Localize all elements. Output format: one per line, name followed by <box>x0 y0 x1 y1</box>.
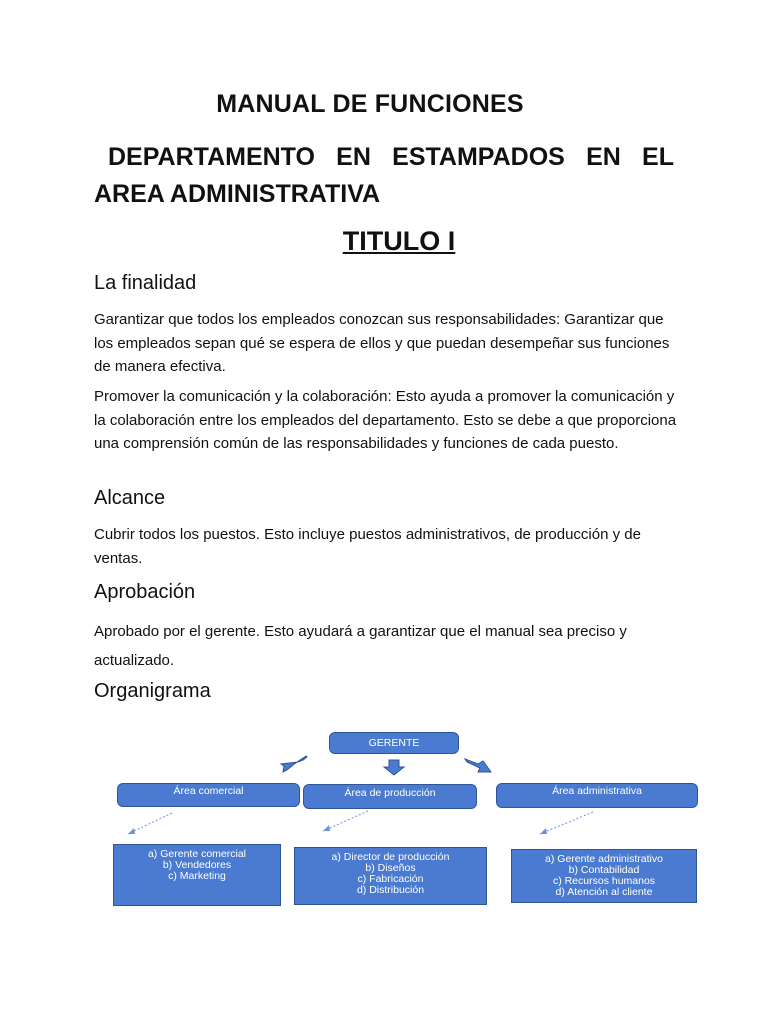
finalidad-heading: La finalidad <box>94 272 197 294</box>
arrow-to-area-produccion <box>384 760 404 775</box>
org-area-administrativa-box <box>496 783 698 808</box>
list-item: c) Fabricación <box>357 873 424 885</box>
document-title: MANUAL DE FUNCIONES <box>216 90 524 118</box>
arrow-to-area-administrativa <box>465 759 491 772</box>
org-root-box <box>329 732 459 754</box>
section-title: TITULO I <box>342 226 456 256</box>
org-root-label: GERENTE <box>368 737 420 749</box>
org-area-comercial-box <box>117 783 300 807</box>
list-item: c) Marketing <box>168 870 226 882</box>
finalidad-paragraph-1: Garantizar que todos los empleados conozcan sus responsabilidades: Garantizar que los empleados sepan qué se espera de ellos y que puedan desempeñar sus funciones de manera efectiva. <box>94 311 670 375</box>
org-area-produccion-box <box>303 784 477 809</box>
list-item: b) Vendedores <box>162 859 232 871</box>
list-item: b) Diseños <box>365 862 416 874</box>
organigrama-heading: Organigrama <box>94 680 211 702</box>
list-item: d) Atención al cliente <box>555 886 653 898</box>
list-item: d) Distribución <box>356 884 425 896</box>
list-item: a) Gerente administrativo <box>545 853 663 865</box>
list-item: a) Gerente comercial <box>147 848 247 860</box>
list-item: c) Recursos humanos <box>552 875 656 887</box>
aprobacion-paragraph: Aprobado por el gerente. Esto ayudará a garantizar que el manual sea preciso y actualizado. <box>94 623 627 669</box>
org-area-comercial-label: Área comercial <box>173 785 244 797</box>
list-item: b) Contabilidad <box>568 864 640 876</box>
list-item: a) Director de producción <box>331 851 450 863</box>
aprobacion-heading: Aprobación <box>94 581 196 603</box>
finalidad-paragraph-2: Promover la comunicación y la colaboración: Esto ayuda a promover la comunicación y la colaboración entre los empleados del departamento. Esto se debe a que proporciona una comprensión común de las responsabilidades y funciones de cada puesto. <box>94 388 677 452</box>
org-list-administrativa <box>511 849 697 903</box>
org-area-produccion-label: Área de producción <box>344 787 436 799</box>
org-list-produccion <box>294 847 487 905</box>
org-area-administrativa-label: Área administrativa <box>552 785 642 797</box>
org-list-comercial <box>113 844 281 906</box>
alcance-paragraph: Cubrir todos los puestos. Esto incluye puestos administrativos, de producción y de ventas. <box>94 526 641 567</box>
alcance-heading: Alcance <box>94 487 166 509</box>
arrow-to-area-comercial <box>281 756 307 772</box>
department-heading: DEPARTAMENTO EN ESTAMPADOS EN EL AREA ADMINISTRATIVA <box>94 143 674 208</box>
